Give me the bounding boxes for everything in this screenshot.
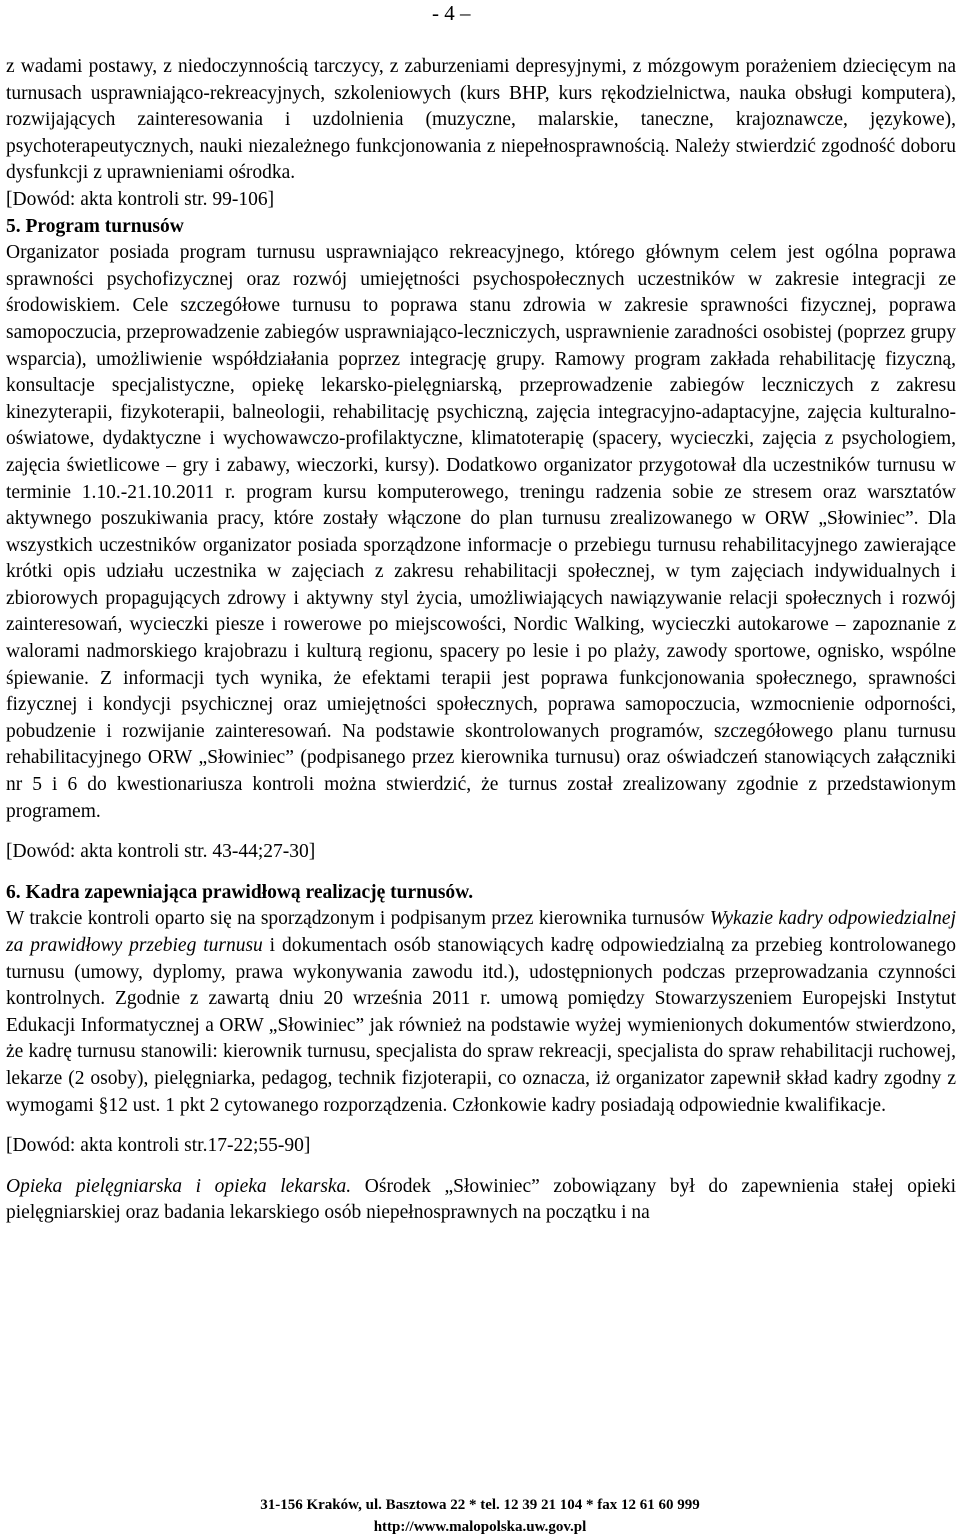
section-6-heading: 6. Kadra zapewniająca prawidłową realizację turnusów. (6, 881, 474, 903)
staff-text-a: W trakcie kontroli oparto się na sporządzonym i podpisanym przez kierownika turnusów (6, 908, 710, 930)
page-footer (0, 1494, 960, 1538)
evidence-ref-1: [Dowód: akta kontroli str. 99-106] (6, 188, 275, 210)
paragraph-disabilities: z wadami postawy, z niedoczynnością tarczycy, z zaburzeniami depresyjnymi, z mózgowym porażeniem dziecięcym na turnusach usprawniająco-rekreacyjnych, szkoleniowych (kurs BHP, kurs rękodzielnictwa, nauka obsługi komputera), rozwijających zainteresowania i uzdolnienia (muzyczne, malarskie, taneczne, krajoznawcze, językowe), psychoterapeutycznych, nauki niezależnego funkcjonowania z niepełnosprawnością. Należy stwierdzić zgodność doboru dysfunkcji z uprawnieniami ośrodka. (6, 56, 956, 184)
section-5-heading: 5. Program turnusów (6, 215, 184, 237)
footer-address: 31-156 Kraków, ul. Basztowa 22 * tel. 12 39 21 104 * fax 12 61 60 999 (260, 1497, 700, 1513)
paragraph-medical-care (6, 1174, 956, 1227)
medical-care-text: Ośrodek „Słowiniec” zobowiązany był do zapewnienia stałej opieki pielęgniarskiej oraz badania lekarskiego osób niepełnosprawnych na początku i na (6, 1175, 956, 1224)
evidence-ref-2: [Dowód: akta kontroli str. 43-44;27-30] (6, 841, 316, 863)
document-body (6, 54, 956, 1227)
page-number: - 4 – (432, 1, 471, 25)
paragraph-staff (6, 906, 956, 1119)
staff-text-b: i dokumentach osób stanowiących kadrę odpowiedzialną za przebieg kontrolowanego turnusu (umowy, dyplomy, prawa wykonywania zawodu itd.), udostępnionych podczas przeprowadzania czynności kontrolnych. Zgodnie z zawartą dniu 20 września 2011 r. umową pomiędzy Stowarzyszeniem Europejski Instytut Edukacji Informatycznej a ORW „Słowiniec” jak również na podstawie wyżej wymienionych dokumentów stwierdzono, że kadrę turnusu stanowili: kierownik turnusu, specjalista do spraw rekreacji, specjalista do spraw rehabilitacji ruchowej, lekarze (2 osoby), pielęgniarka, pedagog, technik fizjoterapii, co oznacza, iż organizator zapewnił skład kadry zgodny z wymogami §12 ust. 1 pkt 2 cytowanego rozporządzenia. Członkowie kadry posiadają odpowiednie kwalifikacje. (6, 935, 956, 1116)
medical-care-title: Opieka pielęgniarska i opieka lekarska. (6, 1175, 352, 1197)
staff-text-italic: Wykazie kadry odpowiedzialnej za prawidłowy przebieg turnusu (6, 908, 957, 956)
paragraph-program: Organizator posiada program turnusu usprawniająco rekreacyjnego, którego głównym celem jest ogólna poprawa sprawności psychofizycznej oraz rozwój umiejętności psychospołecznych uczestników w zakresie integracji ze środowiskiem. Cele szczegółowe turnusu to poprawa stanu zdrowia w zakresie sprawności fizycznej, poprawa samopoczucia, przeprowadzenie zabiegów usprawniająco-leczniczych, usprawnienie zaradności osobistej (poprzez grupy wsparcia), umożliwienie współdziałania poprzez integrację grupy. Ramowy program zakłada rehabilitację fizyczną, konsultacje specjalistyczne, opiekę lekarsko-pielęgniarską, przeprowadzenie zabiegów leczniczych z zakresu kinezyterapii, fizykoterapii, balneologii, rehabilitację psychiczną, zajęcia integracyjno-adaptacyjne, zajęcia kulturalno-oświatowe, dydaktyczne i wychowawczo-profilaktyczne, klimatoterapię (spacery, wycieczki, zajęcia z psychologiem, zajęcia świetlicowe – gry i zabawy, wieczorki, kursy). Dodatkowo organizator przygotował dla uczestników turnusu w terminie 1.10.-21.10.2011 r. program kursu komputerowego, treningu radzenia sobie ze stresem oraz warsztatów aktywnego poszukiwania pracy, które zostały włączone do plan turnusu zrealizowanego w ORW „Słowiniec”. Dla wszystkich uczestników organizator posiada sporządzone informacje o przebiegu turnusu rehabilitacyjnego zawierające krótki opis udziału uczestnika w zajęciach z zakresu rehabilitacji społecznej, w tym zajęciach indywidualnych i zbiorowych propagujących zdrowy i aktywny styl życia, umożliwiających nawiązywanie relacji społecznych i rozwój zainteresowań, wycieczki piesze i rowerowe po miejscowości, Nordic Walking, wycieczki autokarowe – zapoznanie z walorami nadmorskiego krajobrazu i kulturą regionu, spacery po lesie i po plaży, zawody sportowe, ognisko, wspólne śpiewanie. Z informacji tych wynika, że efektami terapii jest poprawa funkcjonowania społecznego, sprawności fizycznej i kondycji psychicznej oraz umiejętności społecznych, poprawa samopoczucia, wzmocnienie odporności, pobudzenie i rozwijanie zainteresowań. Na podstawie skontrolowanych programów, szczegółowego planu turnusu rehabilitacyjnego ORW „Słowiniec” (podpisanego przez kierownika turnusu) oraz oświadczeń stanowiących załączniki nr 5 i 6 do kwestionariusza kontroli można stwierdzić, że turnus został zrealizowany zgodnie z przedstawionym programem. (6, 242, 956, 822)
footer-url: http://www.malopolska.uw.gov.pl (373, 1519, 587, 1535)
evidence-ref-3: [Dowód: akta kontroli str.17-22;55-90] (6, 1135, 311, 1157)
